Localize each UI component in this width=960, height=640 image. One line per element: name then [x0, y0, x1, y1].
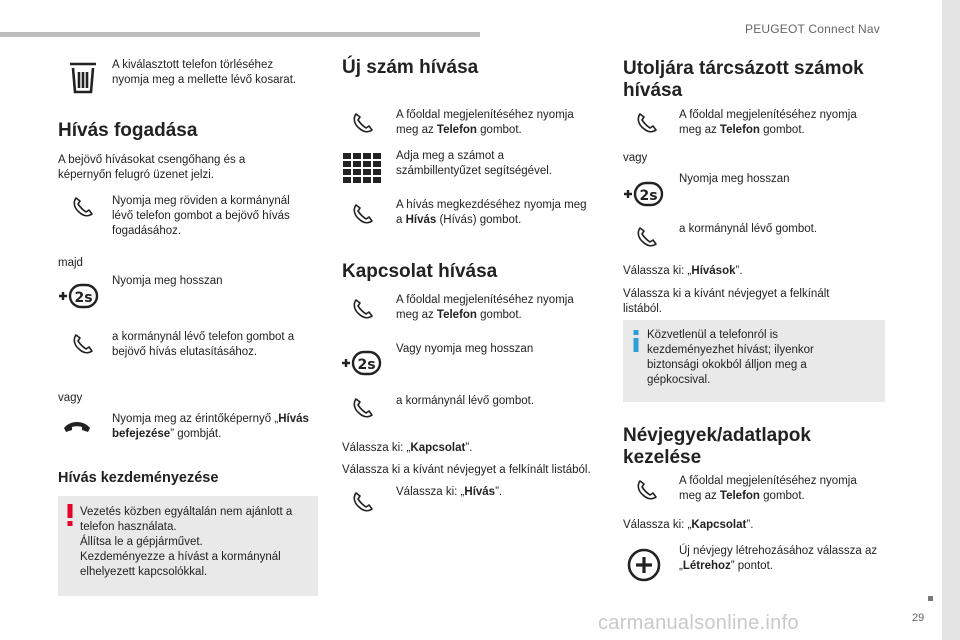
contact-step-1: A főoldal megjelenítéséhez nyomja meg az Telefon gombot. [396, 294, 574, 321]
new-number-step-3: A hívás megkezdéséhez nyomja meg a Hívás (Hívás) gombot. [396, 199, 587, 226]
contact-step-6: Válassza ki: „Hívás”. [396, 486, 503, 498]
add-circle-icon [627, 548, 661, 582]
last-dialed-step-4: Válassza ki: „Hívások”. [623, 265, 743, 277]
phone-icon [72, 196, 94, 218]
hang-up-icon [62, 418, 92, 436]
heading-make-call: Hívás kezdeményezése [58, 470, 219, 486]
warning-text: Vezetés közben egyáltalán nem ajánlott a telefon használata. Állítsa le a gépjárművet. Kezdeményezze a hívást a kormánynál elhelyezett kapcsolókkal. [80, 506, 293, 578]
page-number: 29 [912, 612, 925, 624]
phone-icon [72, 333, 94, 355]
phone-icon [352, 397, 374, 419]
svg-text:2s: 2s [74, 290, 93, 306]
contacts-step-1: A főoldal megjelenítéséhez nyomja meg az Telefon gombot. [679, 475, 857, 502]
info-text: Közvetlenül a telefonról is kezdeményezhet hívást; ilyenkor biztonsági okokból álljon meg a gépkocsival. [647, 329, 814, 386]
phone-icon [636, 226, 658, 248]
last-dialed-step-3: a kormánynál lévő gombot. [679, 223, 818, 235]
phone-icon [636, 479, 658, 501]
receive-step-4: Nyomja meg az érintőképernyő „Hívás befejezése” gombját. [112, 413, 309, 440]
delete-phone-text: A kiválasztott telefon törléséhez nyomja meg a mellette lévő kosarat. [112, 59, 297, 86]
svg-text:2s: 2s [357, 357, 376, 373]
contact-step-4: Válassza ki: „Kapcsolat”. [342, 442, 473, 454]
vagy-label: vagy [623, 152, 648, 164]
contact-step-5: Válassza ki a kívánt névjegyet a felkínált listából. [342, 464, 591, 476]
phone-icon [352, 112, 374, 134]
contacts-step-3: Új névjegy létrehozásához válassza az „Létrehoz” pontot. [679, 545, 878, 572]
receive-intro: A bejövő hívásokat csengőhang és a képernyőn felugró üzenet jelzi. [58, 154, 246, 181]
header-bar [0, 32, 480, 37]
info-box [623, 320, 885, 402]
warning-exclamation-icon [66, 504, 74, 526]
contact-step-3: a kormánynál lévő gombot. [396, 395, 535, 407]
last-dialed-step-1: A főoldal megjelenítéséhez nyomja meg az Telefon gombot. [679, 109, 857, 136]
last-dialed-step-5: Válassza ki a kívánt névjegyet a felkínált listából. [623, 288, 830, 315]
receive-step-3: a kormánynál lévő telefon gombot a bejövő hívás elutasításához. [112, 331, 295, 358]
long-press-2s-icon [622, 181, 664, 207]
contacts-step-2: Válassza ki: „Kapcsolat”. [623, 519, 754, 531]
receive-step-2: Nyomja meg hosszan [112, 275, 223, 287]
heading-receive-call: Hívás fogadása [58, 120, 198, 141]
phone-icon [636, 112, 658, 134]
brand-label: PEUGEOT Connect Nav [745, 22, 880, 36]
contact-step-2: Vagy nyomja meg hosszan [396, 343, 534, 355]
trash-icon [68, 60, 98, 94]
majd-label: majd [58, 257, 83, 269]
svg-text:2s: 2s [639, 188, 658, 204]
heading-manage-contacts: Névjegyek/adatlapok kezelése [623, 425, 811, 468]
warning-box [58, 496, 318, 596]
long-press-2s-icon [340, 350, 382, 376]
vagy-label: vagy [58, 392, 83, 404]
page-edge-stripe [942, 0, 960, 640]
page-marker [928, 596, 933, 601]
phone-icon [352, 491, 374, 513]
keypad-icon [343, 153, 383, 183]
receive-step-1: Nyomja meg röviden a kormánynál lévő telefon gombot a bejövő hívás fogadásához. [112, 195, 290, 237]
phone-icon [352, 203, 374, 225]
heading-new-number: Új szám hívása [342, 57, 479, 78]
last-dialed-step-2: Nyomja meg hosszan [679, 173, 790, 185]
phone-icon [352, 298, 374, 320]
new-number-step-2: Adja meg a számot a számbillentyűzet segítségével. [396, 150, 552, 177]
long-press-2s-icon [57, 283, 99, 309]
info-icon [632, 330, 640, 352]
heading-last-dialed: Utoljára tárcsázott számok hívása [623, 58, 864, 101]
heading-call-contact: Kapcsolat hívása [342, 261, 498, 282]
watermark: carmanualsonline.info [598, 612, 799, 634]
new-number-step-1: A főoldal megjelenítéséhez nyomja meg az Telefon gombot. [396, 109, 574, 136]
